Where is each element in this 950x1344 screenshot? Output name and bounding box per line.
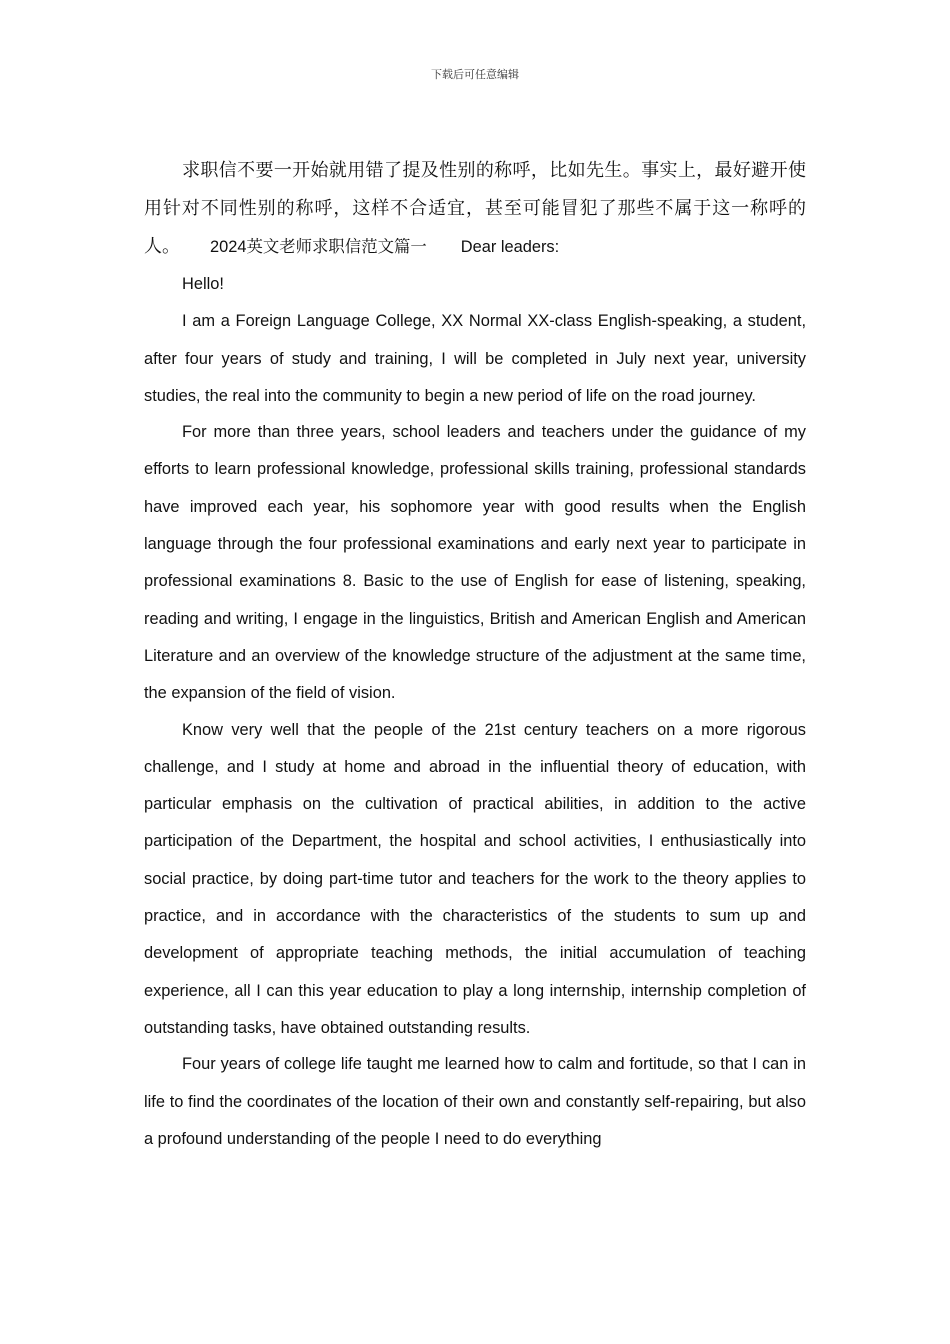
hello-line: Hello!	[182, 275, 224, 293]
body-paragraph-1: I am a Foreign Language College, XX Normal XX-class English-speaking, a student, after four years of study and training, I will be completed in July next year, university studies, the real into the community to begin a new period of life on the road journey.	[144, 312, 806, 405]
page-header-note: 下载后可任意编辑	[431, 68, 519, 81]
body-paragraph-3: Know very well that the people of the 21st century teachers on a more rigorous challenge, and I study at home and abroad in the influential theory of education, with particular emphasis on the cultivation of practical abilities, in addition to the active participation of the Department, the hospital and school activities, I enthusiastically into social practice, by doing part-time tutor and teachers for the work to the theory applies to practice, and in accordance with the characteristics of the students to sum up and development of appropriate teaching methods, the initial accumulation of teaching experience, all I can this year education to play a long internship, internship completion of outstanding tasks, have obtained outstanding results.	[144, 720, 806, 1037]
document-body	[144, 152, 806, 1158]
body-paragraph-4: Four years of college life taught me learned how to calm and fortitude, so that I can in life to find the coordinates of the location of their own and constantly self-repairing, but also a profound understanding of the people I need to do everything	[144, 1055, 806, 1148]
salutation: Dear leaders:	[460, 238, 560, 256]
intro-cjk-text: 求职信不要一开始就用错了提及性别的称呼，比如先生。事实上，最好避开使用针对不同性别的称呼，这样不合适宜，甚至可能冒犯了那些不属于这一称呼的人。	[144, 160, 806, 257]
letter-title: 2024英文老师求职信范文篇一	[210, 238, 427, 256]
intro-paragraph	[144, 152, 806, 266]
body-paragraph-2: For more than three years, school leaders and teachers under the guidance of my efforts to learn professional knowledge, professional skills training, professional standards have improved each year, his sophomore year with good results when the English language through the four professional examinations and early next year to participate in professional examinations 8. Basic to the use of English for ease of listening, speaking, reading and writing, I engage in the linguistics, British and American English and American Literature and an overview of the knowledge structure of the adjustment at the same time, the expansion of the field of vision.	[144, 423, 806, 703]
